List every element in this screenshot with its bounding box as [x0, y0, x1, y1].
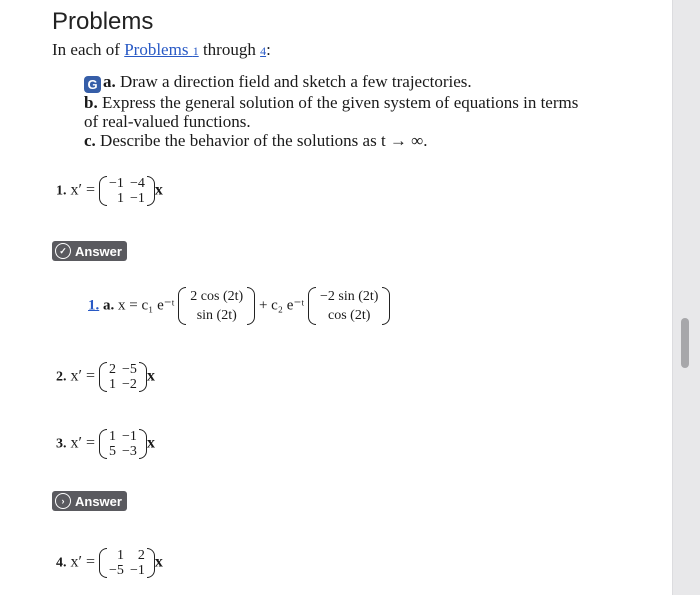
matrix-2: 2 −5 1 −2	[99, 362, 147, 392]
part-c	[84, 131, 584, 150]
answer-3-toggle[interactable]: › Answer	[52, 491, 127, 511]
answer-1-toggle[interactable]: ✓ Answer	[52, 241, 127, 261]
intro-suffix: :	[266, 40, 271, 59]
g-badge-icon[interactable]: G	[84, 76, 101, 93]
scrollbar-track[interactable]	[672, 0, 700, 595]
intro-text	[52, 40, 271, 60]
part-c-label: c.	[84, 131, 96, 150]
matrix-3: 1 −1 5 −3	[99, 429, 147, 459]
matrix-4: 1 2 −5 −1	[99, 548, 155, 578]
matrix-1: −1 −4 1 −1	[99, 176, 155, 206]
part-c-text: Describe the behavior of the solutions as t → ∞.	[95, 131, 428, 150]
equation-3: 3. x′ = 1 −1 5 −3 x	[56, 429, 155, 459]
part-b-label: b.	[84, 93, 98, 112]
answer-1: 1. a. x = c₁ e⁻ᵗ 2 cos (2t) sin (2t) + c₂ e⁻ᵗ −2 sin (2t) cos (2t)	[88, 287, 390, 325]
part-b-text: Express the general solution of the given system of equations in terms of real-valued functions.	[84, 93, 579, 131]
part-a-text: Draw a direction field and sketch a few trajectories.	[115, 72, 472, 91]
intro-prefix: In each of	[52, 40, 125, 59]
instructions	[84, 72, 584, 150]
intro-middle: through	[198, 40, 261, 59]
chevron-right-icon: ›	[55, 493, 71, 509]
page-title: Problems	[52, 8, 154, 35]
equation-1: 1. x′ = −1 −4 1 −1 x	[56, 176, 163, 206]
part-b	[84, 93, 584, 131]
problems-link[interactable]: Problems 1	[124, 40, 199, 59]
answer-vector-1: 2 cos (2t) sin (2t)	[178, 287, 255, 325]
part-a	[84, 72, 584, 93]
scrollbar-thumb[interactable]	[681, 318, 689, 368]
part-a-label: a.	[103, 72, 116, 91]
equation-4: 4. x′ = 1 2 −5 −1 x	[56, 548, 163, 578]
answer-1-link[interactable]: 1.	[88, 297, 100, 314]
equation-2: 2. x′ = 2 −5 1 −2 x	[56, 362, 155, 392]
chevron-down-icon: ✓	[55, 243, 71, 259]
answer-vector-2: −2 sin (2t) cos (2t)	[308, 287, 390, 325]
problem-4-link[interactable]: 4	[260, 44, 267, 58]
